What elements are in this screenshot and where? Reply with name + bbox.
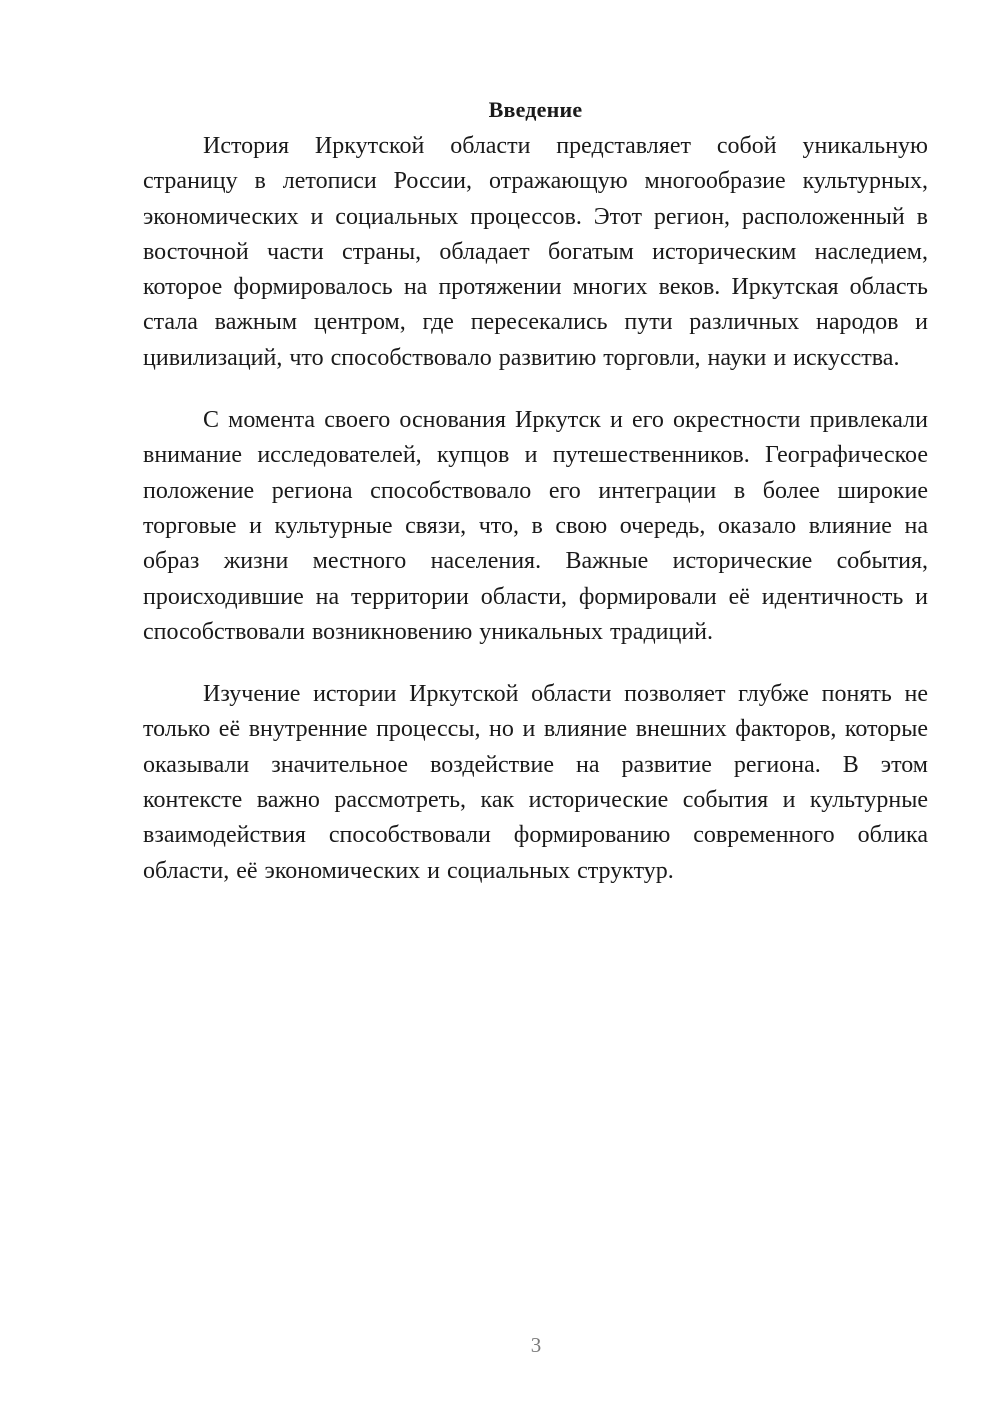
page-number: 3 xyxy=(530,1333,542,1357)
page-content xyxy=(143,92,928,916)
paragraph-2: С момента своего основания Иркутск и его окрестности привлекали внимание исследователей, купцов и путешественников. Географическое положение региона способствовало его интеграции в более широкие торговые и культурные связи, что, в свою очередь, оказало влияние на образ жизни местного населения. Важные исторические события, происходившие на территории области, формировали её идентичность и способствовали возникновению уникальных традиций. xyxy=(143,407,928,645)
section-heading: Введение xyxy=(488,97,583,122)
paragraph-1: История Иркутской области представляет собой уникальную страницу в летописи России, отражающую многообразие культурных, экономических и социальных процессов. Этот регион, расположенный в восточной части страны, обладает богатым историческим наследием, которое формировалось на протяжении многих веков. Иркутская область стала важным центром, где пересекались пути различных народов и цивилизаций, что способствовало развитию торговли, науки и искусства. xyxy=(143,133,928,371)
paragraph-3: Изучение истории Иркутской области позволяет глубже понять не только её внутренние процессы, но и влияние внешних факторов, которые оказывали значительное воздействие на развитие региона. В этом контексте важно рассмотреть, как исторические события и культурные взаимодействия способствовали формированию современного облика области, её экономических и социальных структур. xyxy=(143,681,928,884)
